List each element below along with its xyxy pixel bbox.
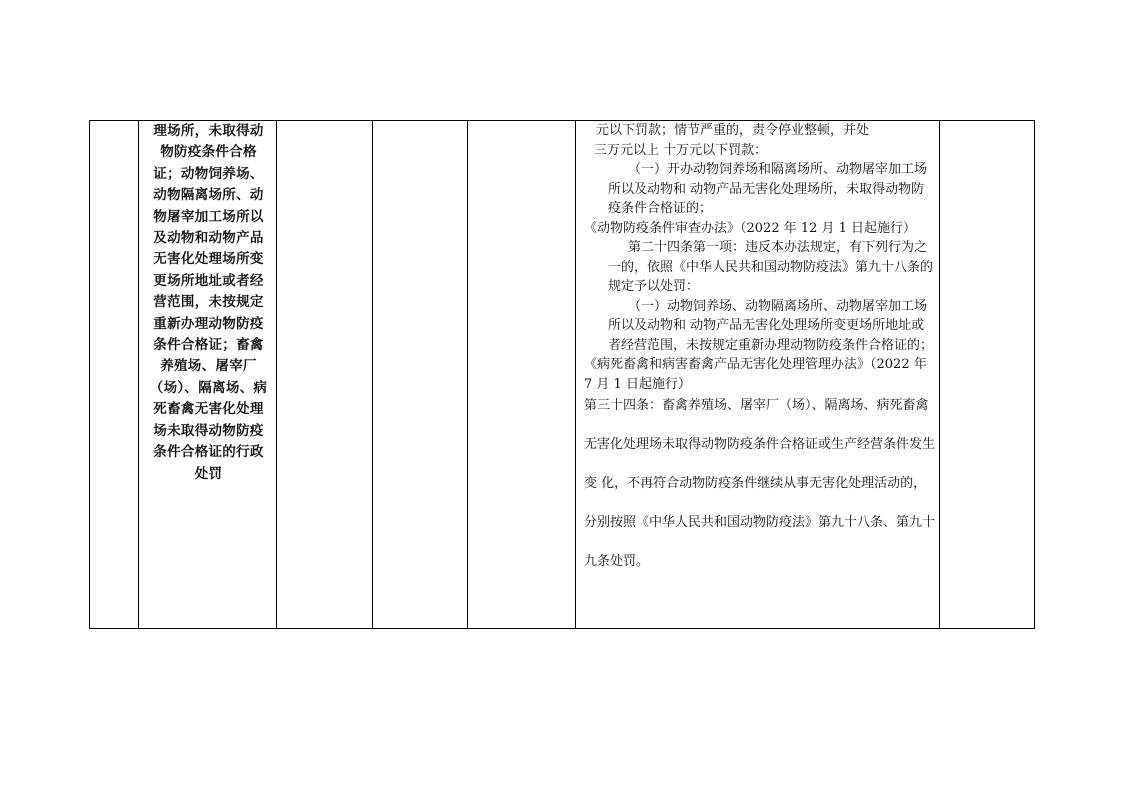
cell-empty-1: [277, 121, 373, 629]
cell-empty-3: [468, 121, 576, 629]
basis-paragraph-6: （一）动物饲养场、动物隔离场所、动物屠宰加工场所以及动物和 动物产品无害化处理场所变更场所地址或者经营范围，未按规定重新办理动物防疫条件合格证的；: [608, 298, 934, 353]
basis-paragraph-1: 元以下罚款；情节严重的，责令停业整顿，并处: [596, 123, 870, 138]
basis-paragraph-8: 第三十四条：畜禽养殖场、屠宰厂（场）、隔离场、病死畜禽 无害化处理场未取得动物防疫条件合格证或生产经营条件发生变 化，不再符合动物防疫条件继续从事无害化处理活动的，分别按照《中华人民共和国动物防疫法》第九十八条、第九十九条处罚。: [584, 398, 936, 569]
basis-law-title-2: 《病死畜禽和病害畜禽产品无害化处理管理办法》（2022 年 7 月 1 日起施行）: [584, 357, 927, 392]
cell-item-name: [139, 121, 277, 629]
cell-empty-4: [940, 121, 1035, 629]
penalty-table: [89, 120, 1035, 629]
cell-empty-2: [373, 121, 468, 629]
basis-law-title-1: 《动物防疫条件审查办法》（2022 年 12 月 1 日起施行）: [584, 220, 917, 236]
basis-paragraph-5: 第二十四条第一项：违反本办法规定，有下列行为之一的，依照《中华人民共和国动物防疫法》第九十八条的规定予以处罚：: [608, 240, 934, 294]
table-row: [90, 121, 1035, 629]
basis-paragraph-3: （一）开办动物饲养场和隔离场所、动物屠宰加工场所以及动物和 动物产品无害化处理场所，未取得动物防疫条件合格证的；: [608, 162, 928, 216]
cell-legal-basis: [576, 121, 940, 629]
basis-paragraph-2: 三万元以上 十万元以下罚款：: [594, 142, 768, 158]
cell-index: [90, 121, 139, 629]
item-name-text: 理场所，未取得动物防疫条件合格证；动物饲养场、动物隔离场所、动物屠宰加工场所以及动物和动物产品无害化处理场所变更场所地址或者经营范围，未按规定重新办理动物防疫条件合格证；畜禽养殖场、屠宰厂（场）、隔离场、病死畜禽无害化处理场未取得动物防疫条件合格证的行政处罚: [149, 123, 268, 482]
